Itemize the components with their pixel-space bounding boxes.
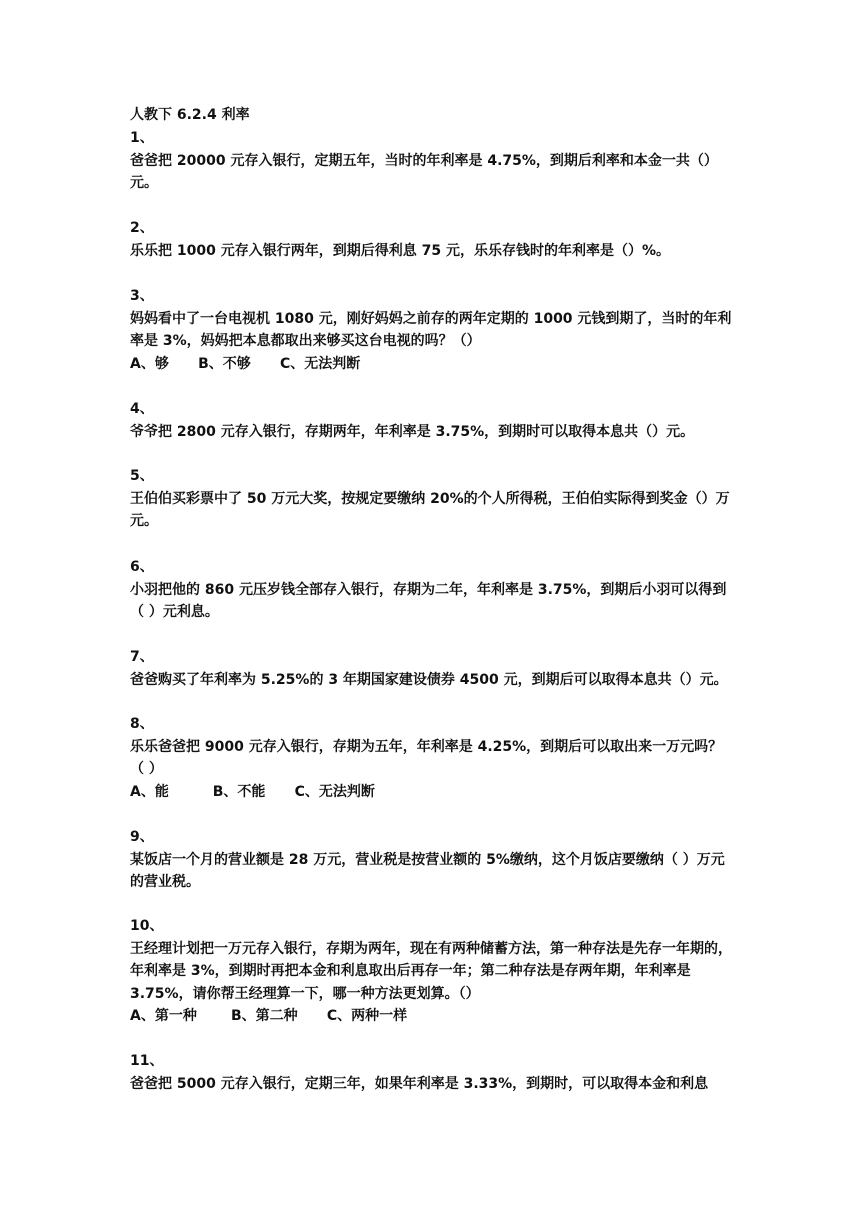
question-text: 王经理计划把一万元存入银行，存期为两年，现在有两种储蓄方法，第一种存法是先存一年期的，年利率是 3%，到期时再把本金和利息取出后再存一年；第二种存法是存两年期，年利率是 3.75%，请你帮王经理算一下，哪一种方法更划算。（） bbox=[130, 940, 732, 1002]
question-1 bbox=[130, 127, 734, 195]
question-5 bbox=[130, 465, 734, 533]
question-11 bbox=[130, 1050, 734, 1095]
question-6 bbox=[130, 556, 734, 624]
question-number: 6、 bbox=[130, 559, 154, 575]
question-text: 爸爸把 20000 元存入银行，定期五年，当时的年利率是 4.75%，到期后利率和本金一共（）元。 bbox=[130, 152, 718, 191]
answer-options bbox=[130, 781, 734, 804]
option-a: A、能 bbox=[130, 783, 169, 800]
question-number: 8、 bbox=[130, 716, 154, 732]
question-10 bbox=[130, 915, 734, 1028]
option-b: B、不够 bbox=[198, 355, 251, 372]
option-a: A、第一种 bbox=[130, 1008, 197, 1024]
question-number: 9、 bbox=[130, 829, 154, 845]
question-number: 1、 bbox=[130, 130, 154, 146]
answer-options bbox=[130, 1005, 734, 1028]
option-b: B、不能 bbox=[212, 783, 266, 800]
question-number: 5、 bbox=[130, 468, 154, 484]
question-number: 11、 bbox=[130, 1053, 164, 1069]
option-c: C、无法判断 bbox=[280, 355, 361, 372]
question-3 bbox=[130, 285, 734, 375]
question-7 bbox=[130, 646, 734, 691]
question-number: 2、 bbox=[130, 220, 154, 236]
option-c: C、两种一样 bbox=[326, 1008, 408, 1024]
question-text: 某饭店一个月的营业额是 28 万元，营业税是按营业额的 5%缴纳，这个月饭店要缴纳（ ）万元的营业税。 bbox=[130, 851, 725, 890]
question-text: 小羽把他的 860 元压岁钱全部存入银行，存期为二年，年利率是 3.75%，到期后小羽可以得到（ ）元利息。 bbox=[130, 581, 727, 620]
question-8 bbox=[130, 713, 734, 803]
question-4 bbox=[130, 398, 734, 443]
question-text: 妈妈看中了一台电视机 1080 元，刚好妈妈之前存的两年定期的 1000 元钱到期了，当时的年利率是 3%，妈妈把本息都取出来够买这台电视的吗？（） bbox=[130, 310, 732, 349]
question-text: 乐乐把 1000 元存入银行两年，到期后得利息 75 元，乐乐存钱时的年利率是（）%。 bbox=[130, 242, 670, 259]
question-9 bbox=[130, 826, 734, 894]
option-c: C、无法判断 bbox=[294, 783, 375, 800]
question-number: 3、 bbox=[130, 288, 154, 304]
question-number: 4、 bbox=[130, 401, 154, 417]
answer-options bbox=[130, 353, 734, 376]
option-a: A、够 bbox=[130, 355, 169, 372]
question-text: 乐乐爸爸把 9000 元存入银行，存期为五年，年利率是 4.25%，到期后可以取出来一万元吗？（ ） bbox=[130, 738, 723, 777]
question-2 bbox=[130, 217, 734, 262]
question-text: 爸爸购买了年利率为 5.25%的 3 年期国家建设债券 4500 元，到期后可以取得本息共（）元。 bbox=[130, 671, 728, 688]
document-title: 人教下 6.2.4 利率 bbox=[130, 107, 250, 123]
option-b: B、第二种 bbox=[230, 1008, 298, 1024]
question-number: 10、 bbox=[130, 918, 164, 934]
question-text: 爸爸把 5000 元存入银行，定期三年，如果年利率是 3.33%，到期时，可以取得本金和利息 bbox=[130, 1075, 709, 1092]
question-text: 爷爷把 2800 元存入银行，存期两年，年利率是 3.75%，到期时可以取得本息共（）元。 bbox=[130, 423, 695, 440]
question-number: 7、 bbox=[130, 649, 154, 665]
question-text: 王伯伯买彩票中了 50 万元大奖，按规定要缴纳 20%的个人所得税，王伯伯实际得到奖金（）万元。 bbox=[130, 490, 730, 529]
